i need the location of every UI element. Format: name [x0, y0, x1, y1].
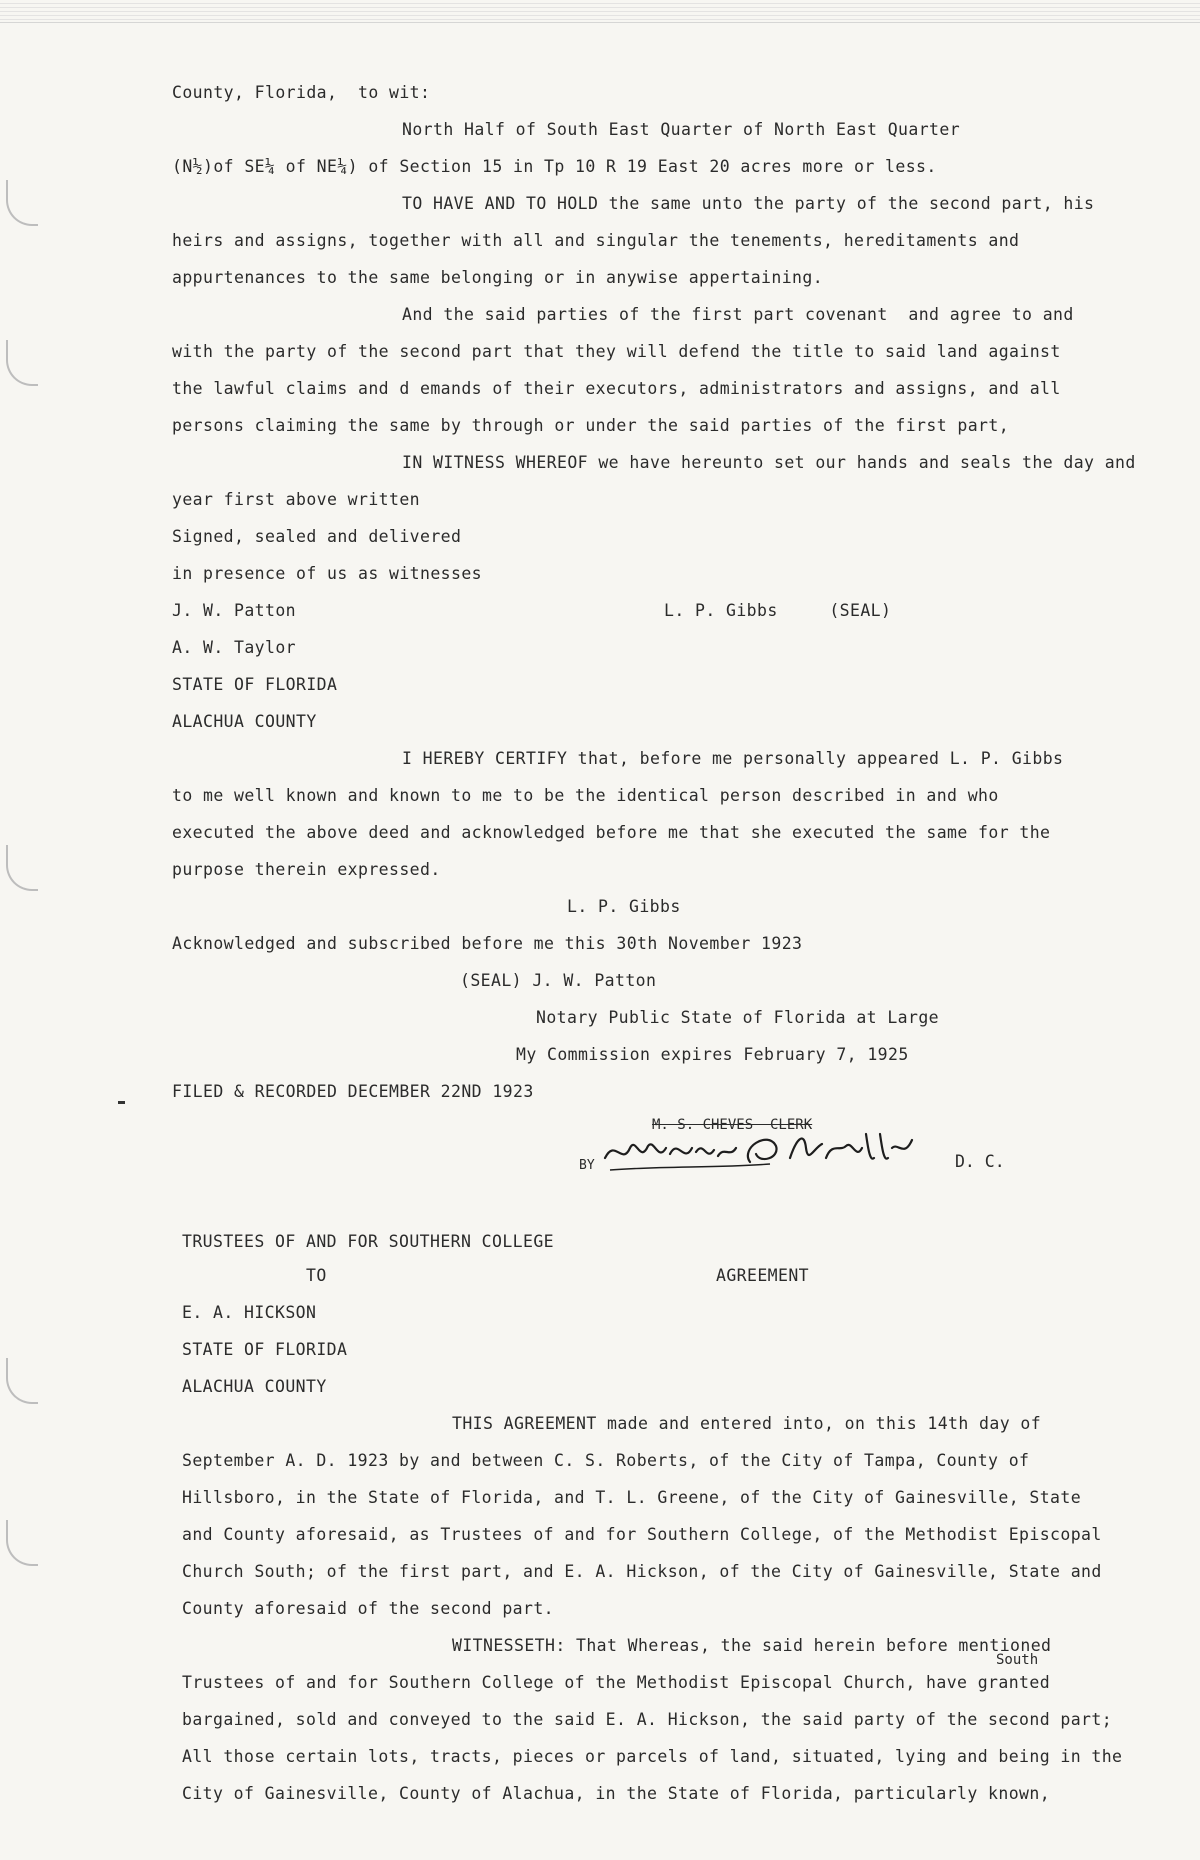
- text-line: Church South; of the first part, and E. A. Hickson, of the City of Gainesville, State and: [182, 1562, 1102, 1581]
- text-line: Hillsboro, in the State of Florida, and T. L. Greene, of the City of Gainesville, State: [182, 1488, 1082, 1507]
- grantor-signature-line: L. P. Gibbs (SEAL): [664, 601, 892, 620]
- inserted-word: South: [996, 1652, 1039, 1668]
- to-label: TO: [306, 1266, 327, 1285]
- text-line: Trustees of and for Southern College of the Methodist Episcopal Church, have granted: [182, 1673, 1051, 1692]
- text-line: with the party of the second part that they will defend the title to said land against: [172, 342, 1061, 361]
- witness-name: A. W. Taylor: [172, 638, 297, 657]
- text-line: in presence of us as witnesses: [172, 564, 483, 583]
- text-line: And the said parties of the first part covenant and agree to and: [402, 305, 1074, 324]
- text-line: TO HAVE AND TO HOLD the same unto the party of the second part, his: [402, 194, 1095, 213]
- text-line: persons claiming the same by through or under the said parties of the first part,: [172, 416, 1010, 435]
- text-line: ALACHUA COUNTY: [172, 712, 317, 731]
- handwritten-signature: [600, 1118, 930, 1178]
- text-line: purpose therein expressed.: [172, 860, 441, 879]
- text-line: L. P. Gibbs: [567, 897, 681, 916]
- text-line: and County aforesaid, as Trustees of and for Southern College, of the Methodist Episcopal: [182, 1525, 1102, 1544]
- margin-mark: [118, 1101, 125, 1104]
- text-line: heirs and assigns, together with all and singular the tenements, hereditaments and: [172, 231, 1020, 250]
- deputy-clerk-label: D. C.: [955, 1152, 1005, 1171]
- text-line: September A. D. 1923 by and between C. S. Roberts, of the City of Tampa, County of: [182, 1451, 1030, 1470]
- text-line: ALACHUA COUNTY: [182, 1377, 327, 1396]
- text-line: IN WITNESS WHEREOF we have hereunto set our hands and seals the day and: [402, 453, 1136, 472]
- text-line: I HEREBY CERTIFY that, before me personally appeared L. P. Gibbs: [402, 749, 1064, 768]
- text-line: Acknowledged and subscribed before me this 30th November 1923: [172, 934, 803, 953]
- text-line: (N½)of SE¼ of NE¼) of Section 15 in Tp 10 R 19 East 20 acres more or less.: [172, 157, 937, 176]
- text-line: Notary Public State of Florida at Large: [536, 1008, 940, 1027]
- text-line: STATE OF FLORIDA: [172, 675, 338, 694]
- agreement-label: AGREEMENT: [716, 1266, 810, 1285]
- punch-hole-mark: [6, 1358, 38, 1404]
- grantor-heading: TRUSTEES OF AND FOR SOUTHERN COLLEGE: [182, 1232, 555, 1251]
- text-line: bargained, sold and conveyed to the said E. A. Hickson, the said party of the second part;: [182, 1710, 1113, 1729]
- text-line: WITNESSETH: That Whereas, the said herein before mentioned: [452, 1636, 1052, 1655]
- filed-recorded-line: FILED & RECORDED DECEMBER 22ND 1923: [172, 1082, 534, 1101]
- text-line: STATE OF FLORIDA: [182, 1340, 348, 1359]
- text-line: County aforesaid of the second part.: [182, 1599, 555, 1618]
- clerk-name: M. S. CHEVES CLERK: [652, 1117, 813, 1133]
- text-line: the lawful claims and d emands of their executors, administrators and assigns, and all: [172, 379, 1061, 398]
- text-line: Signed, sealed and delivered: [172, 527, 462, 546]
- text-line: North Half of South East Quarter of North East Quarter: [402, 120, 961, 139]
- text-line: (SEAL) J. W. Patton: [460, 971, 657, 990]
- punch-hole-mark: [6, 845, 38, 891]
- top-edge-band: [0, 0, 1200, 23]
- text-line: year first above written: [172, 490, 421, 509]
- punch-hole-mark: [6, 1520, 38, 1566]
- text-line: THIS AGREEMENT made and entered into, on this 14th day of: [452, 1414, 1042, 1433]
- text-line: City of Gainesville, County of Alachua, in the State of Florida, particularly known,: [182, 1784, 1051, 1803]
- text-line: All those certain lots, tracts, pieces or parcels of land, situated, lying and being in the: [182, 1747, 1123, 1766]
- punch-hole-mark: [6, 340, 38, 386]
- punch-hole-mark: [6, 180, 38, 226]
- text-line: executed the above deed and acknowledged before me that she executed the same for the: [172, 823, 1051, 842]
- text-line: County, Florida, to wit:: [172, 83, 431, 102]
- text-line: My Commission expires February 7, 1925: [516, 1045, 909, 1064]
- text-line: appurtenances to the same belonging or in anywise appertaining.: [172, 268, 824, 287]
- by-label: BY: [579, 1158, 595, 1173]
- witness-name: J. W. Patton: [172, 601, 297, 620]
- grantee-heading: E. A. HICKSON: [182, 1303, 317, 1322]
- text-line: to me well known and known to me to be the identical person described in and who: [172, 786, 999, 805]
